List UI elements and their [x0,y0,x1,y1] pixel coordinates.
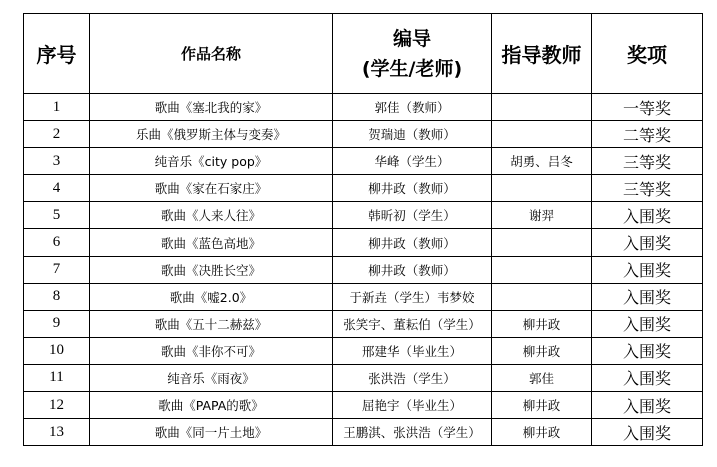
cell-director: 屈艳宇（毕业生） [333,392,492,419]
table-row [24,337,703,364]
cell-title: 纯音乐《雨夜》 [90,364,333,391]
cell-advisor: 柳井政 [492,392,592,419]
cell-award: 入围奖 [592,283,703,310]
cell-no: 5 [24,202,90,229]
cell-title: 歌曲《人来人往》 [90,202,333,229]
cell-advisor: 胡勇、吕冬 [492,148,592,175]
cell-award: 三等奖 [592,148,703,175]
cell-no: 3 [24,148,90,175]
cell-award: 二等奖 [592,121,703,148]
cell-award: 入围奖 [592,256,703,283]
awards-table [23,13,703,446]
cell-award: 入围奖 [592,337,703,364]
cell-advisor [492,175,592,202]
table-row [24,419,703,446]
cell-title: 乐曲《俄罗斯主体与变奏》 [90,121,333,148]
cell-title: 歌曲《同一片土地》 [90,419,333,446]
cell-no: 10 [24,337,90,364]
header-director-line2: (学生/老师) [361,57,463,80]
table-row [24,202,703,229]
cell-no: 1 [24,94,90,121]
cell-award: 入围奖 [592,229,703,256]
cell-award: 三等奖 [592,175,703,202]
cell-advisor: 柳井政 [492,419,592,446]
cell-director: 柳井政（教师） [333,175,492,202]
header-no: 序号 [24,14,90,94]
cell-advisor [492,94,592,121]
cell-no: 7 [24,256,90,283]
table-row [24,310,703,337]
cell-no: 4 [24,175,90,202]
cell-award: 入围奖 [592,364,703,391]
table-row [24,283,703,310]
cell-advisor: 谢羿 [492,202,592,229]
cell-director: 韩昕初（学生） [333,202,492,229]
table-row [24,392,703,419]
table-row [24,121,703,148]
cell-title: 歌曲《决胜长空》 [90,256,333,283]
table-row [24,148,703,175]
header-director-line1: 编导 [392,27,431,50]
cell-director: 郭佳（教师） [333,94,492,121]
cell-no: 2 [24,121,90,148]
cell-no: 6 [24,229,90,256]
header-title: 作品名称 [90,14,333,94]
cell-no: 11 [24,364,90,391]
cell-award: 入围奖 [592,202,703,229]
cell-director: 柳井政（教师） [333,256,492,283]
cell-title: 歌曲《家在石家庄》 [90,175,333,202]
cell-advisor: 郭佳 [492,364,592,391]
cell-title: 歌曲《蓝色高地》 [90,229,333,256]
cell-title: 歌曲《嘘2.0》 [90,283,333,310]
cell-no: 8 [24,283,90,310]
cell-no: 13 [24,419,90,446]
table-row [24,364,703,391]
cell-advisor [492,229,592,256]
cell-director: 张笑宇、董耘伯（学生） [333,310,492,337]
cell-advisor [492,283,592,310]
cell-advisor: 柳井政 [492,337,592,364]
cell-director: 于新垚（学生）韦梦姣 [333,283,492,310]
header-director [333,14,492,94]
cell-no: 12 [24,392,90,419]
cell-advisor [492,256,592,283]
cell-advisor: 柳井政 [492,310,592,337]
header-row [24,14,703,94]
cell-advisor [492,121,592,148]
table-row [24,229,703,256]
table-row [24,256,703,283]
header-advisor: 指导教师 [492,14,592,94]
cell-no: 9 [24,310,90,337]
cell-director: 华峰（学生） [333,148,492,175]
cell-award: 一等奖 [592,94,703,121]
cell-director: 柳井政（教师） [333,229,492,256]
table-row [24,175,703,202]
cell-director: 贺瑞迪（教师） [333,121,492,148]
cell-award: 入围奖 [592,310,703,337]
cell-title: 纯音乐《city pop》 [90,148,333,175]
cell-title: 歌曲《PAPA的歌》 [90,392,333,419]
table-row [24,94,703,121]
cell-title: 歌曲《塞北我的家》 [90,94,333,121]
cell-title: 歌曲《五十二赫兹》 [90,310,333,337]
header-award: 奖项 [592,14,703,94]
cell-award: 入围奖 [592,392,703,419]
table-header [24,14,703,94]
cell-director: 邢建华（毕业生） [333,337,492,364]
table-body [24,94,703,446]
cell-award: 入围奖 [592,419,703,446]
cell-director: 张洪浩（学生） [333,364,492,391]
cell-director: 王鹏淇、张洪浩（学生） [333,419,492,446]
cell-title: 歌曲《非你不可》 [90,337,333,364]
